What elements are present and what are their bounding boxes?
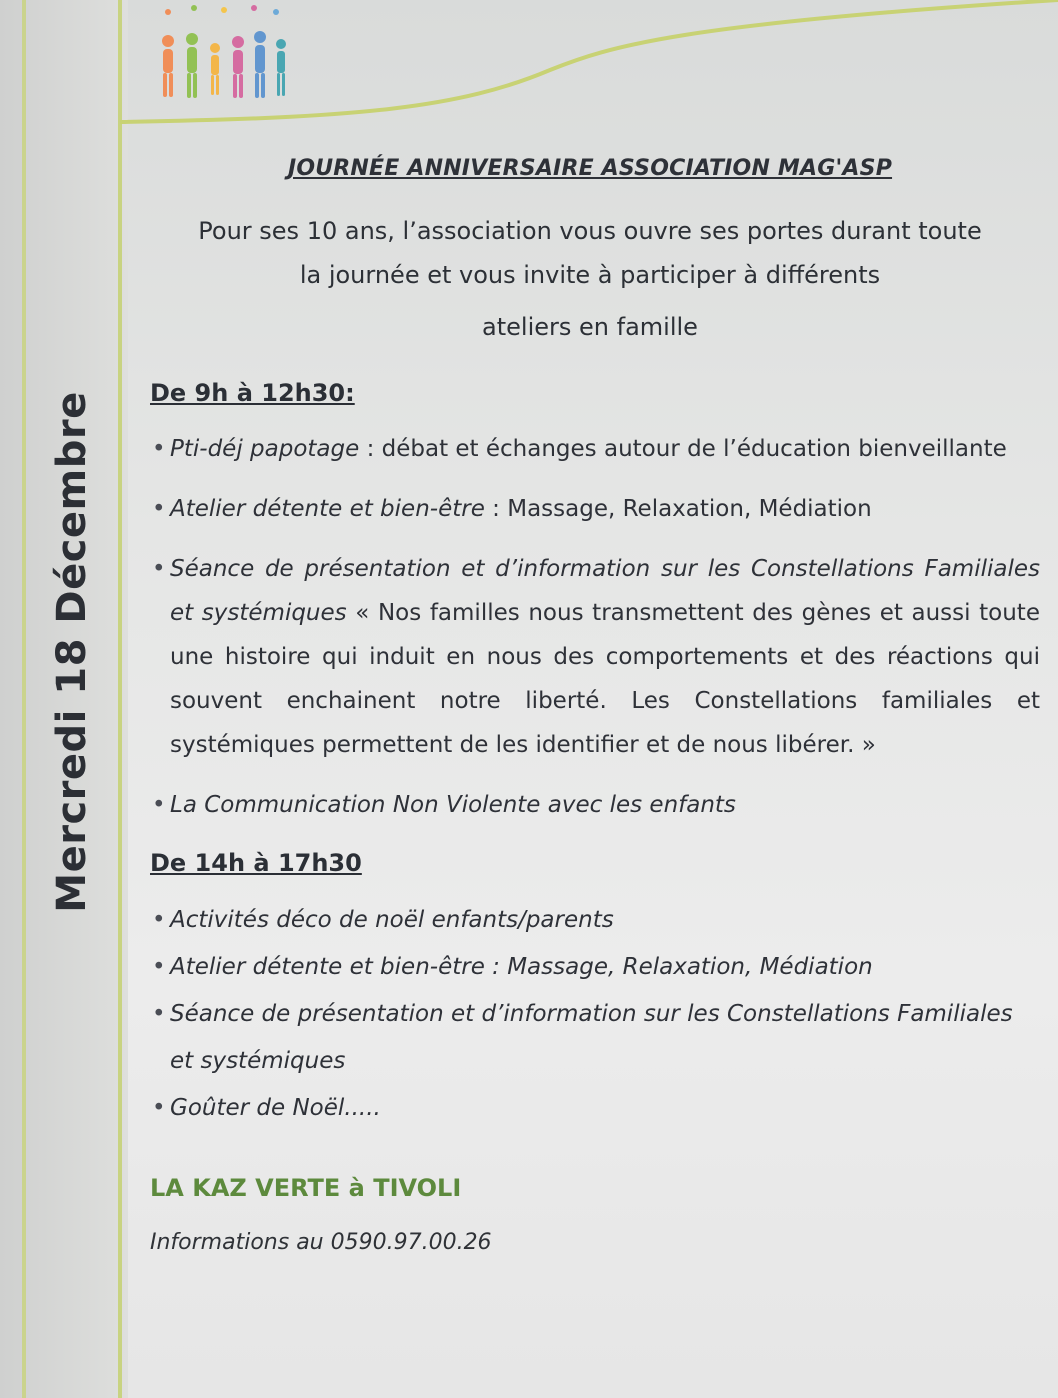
morning-heading: De 9h à 12h30: (150, 379, 355, 407)
morning-item-3-lead: Séance de présentation et d’information sur les Constellations Familiales et systémiques (170, 556, 1040, 626)
side-date-text: Mercredi 18 Décembre (49, 391, 95, 913)
afternoon-item-constellations: • Séance de présentation et d’information sur les Constellations Familiales et systémiques (152, 991, 1040, 1085)
afternoon-heading: De 14h à 17h30 (150, 849, 362, 877)
intro-line-1: Pour ses 10 ans, l’association vous ouvre ses portes durant toute (198, 217, 982, 245)
inner-green-rule (118, 0, 122, 1398)
flyer-content (140, 150, 1040, 1390)
family-group-icon (150, 0, 300, 108)
morning-item-2-text: : Massage, Relaxation, Médiation (484, 496, 872, 522)
afternoon-item-deco: • Activités déco de noël enfants/parents (152, 897, 1040, 944)
morning-item-detente (152, 487, 1040, 531)
morning-item-4-lead: La Communication Non Violente avec les enfants (170, 792, 736, 818)
morning-item-3-text: « Nos familles nous transmettent des gènes et aussi toute une histoire qui induit en nous des comportements et des réactions qui souvent enchainent notre liberté. Les Constellations familiales et systémiques permettent de les identifier et de nous libérer. » (170, 600, 1040, 758)
intro-block (140, 209, 1040, 297)
intro-line-2: la journée et vous invite à participer à différents (299, 261, 881, 289)
side-date-label (36, 391, 108, 913)
morning-item-1-lead: Pti-déj papotage (170, 436, 360, 462)
morning-activity-list (140, 427, 1040, 827)
morning-item-1-text: : débat et échanges autour de l’éducation bienveillante (359, 436, 1007, 462)
contact-phone: Informations au 0590.97.00.26 (150, 1230, 492, 1255)
outer-green-rule (22, 0, 26, 1398)
morning-item-constellations (152, 547, 1040, 767)
intro-line-3: ateliers en famille (482, 313, 698, 341)
afternoon-activity-list (140, 897, 1040, 1132)
event-location: LA KAZ VERTE à TIVOLI (150, 1174, 462, 1202)
afternoon-item-detente: • Atelier détente et bien-être : Massage, Relaxation, Médiation (152, 944, 1040, 991)
page-title: JOURNÉE ANNIVERSAIRE ASSOCIATION MAG'ASP (287, 156, 893, 181)
morning-item-ptidej (152, 427, 1040, 471)
morning-item-2-lead: Atelier détente et bien-être (170, 496, 485, 522)
afternoon-item-gouter: • Goûter de Noël..... (152, 1085, 1040, 1132)
morning-item-cnv (152, 783, 1040, 827)
